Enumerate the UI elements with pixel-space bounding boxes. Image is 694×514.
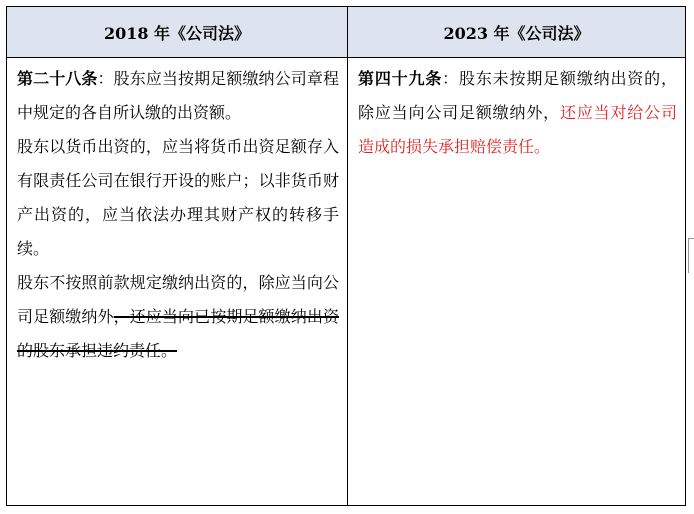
deleted-text: ，还应当向已按期足额缴纳出资的股东承担违约责任。: [17, 307, 339, 360]
article-28-text-1: 股东应当按期足额缴纳公司章程中规定的各自所认缴的出资额。: [17, 69, 339, 122]
cell-2023-article: [348, 58, 686, 506]
header-row: [7, 7, 686, 58]
page-edge-mark: [688, 238, 694, 273]
article-28-paragraph-1: [17, 62, 339, 130]
article-28-number: 第二十八条: [17, 69, 98, 88]
article-49-paragraph: [358, 62, 677, 164]
added-text: 还应当对给公司造成的损失承担赔偿责任。: [358, 103, 677, 156]
article-28-text-3: 股东不按照前款规定缴纳出资的，除应当向公司足额缴纳外: [17, 273, 339, 326]
article-28-colon: ：: [97, 69, 114, 88]
article-49-number: 第四十九条: [358, 69, 443, 88]
content-row: [7, 58, 686, 506]
article-49-text: 股东未按期足额缴纳出资的，除应当向公司足额缴纳外，: [358, 69, 677, 122]
article-28-paragraph-2: 股东以货币出资的，应当将货币出资足额存入有限责任公司在银行开设的账户；以非货币财产出资的，应当依法办理其财产权的转移手续。: [17, 137, 339, 258]
cell-2018-article: [7, 58, 348, 506]
header-2018-law: 2018 年《公司法》: [7, 7, 348, 58]
header-2023-law: 2023 年《公司法》: [348, 7, 686, 58]
article-28-paragraph-3: [17, 266, 339, 368]
article-49-colon: ：: [442, 69, 459, 88]
law-comparison-table: [6, 6, 686, 506]
